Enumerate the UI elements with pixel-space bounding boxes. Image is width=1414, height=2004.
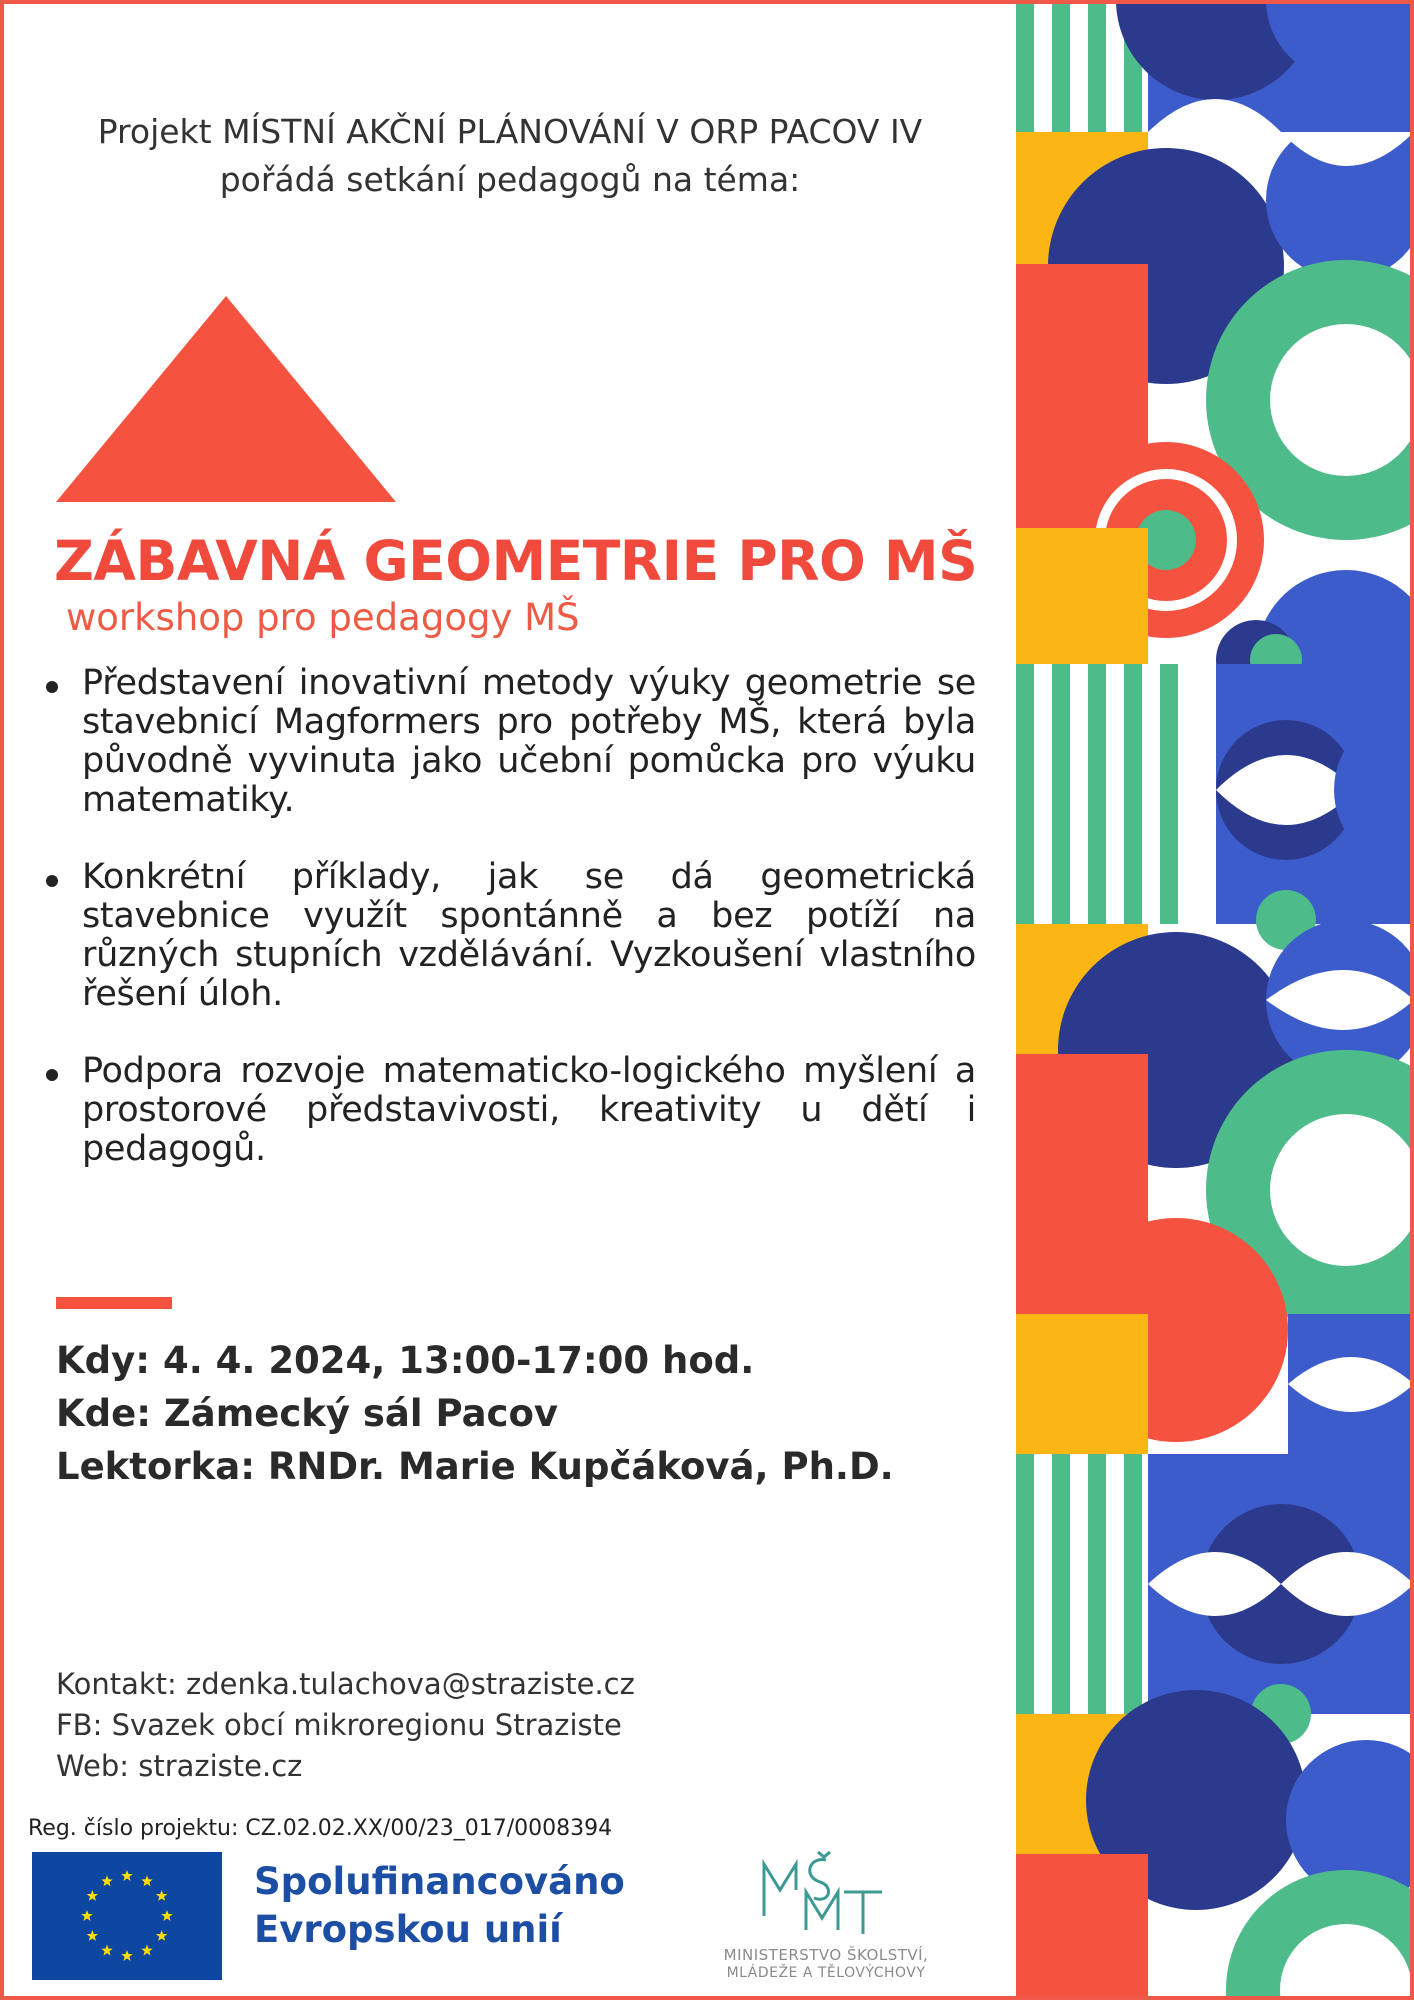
msmt-line-1: MINISTERSTVO ŠKOLSTVÍ, <box>723 1946 929 1964</box>
eu-star-icon <box>101 1875 112 1886</box>
eu-star-icon <box>87 1930 98 1941</box>
contact-block <box>56 1664 635 1787</box>
list-item: Podpora rozvoje matematicko-logického myšlení a prostorové představivosti, kreativity u dětí i pedagogů. <box>36 1052 976 1169</box>
list-item: Konkrétní příklady, jak se dá geometrická stavebnice využít spontánně a bez potíží na různých stupních vzdělávání. Vyzkoušení vlastního řešení úloh. <box>36 858 976 1014</box>
msmt-logo <box>676 1846 976 1986</box>
msmt-caption <box>676 1946 976 1982</box>
msmt-logo-icon <box>676 1846 976 1946</box>
eu-star-icon <box>156 1890 167 1901</box>
decorative-geometric-pattern <box>1016 0 1414 2000</box>
accent-divider <box>56 1297 172 1309</box>
eu-star-icon <box>81 1910 92 1921</box>
triangle-shape <box>56 296 396 502</box>
eu-star-icon <box>101 1945 112 1956</box>
project-registration-number: Reg. číslo projektu: CZ.02.02.XX/00/23_017/0008394 <box>28 1816 613 1841</box>
event-where: Kde: Zámecký sál Pacov <box>56 1392 559 1435</box>
contact-email: Kontakt: zdenka.tulachova@straziste.cz <box>56 1667 635 1701</box>
eu-star-icon <box>121 1950 132 1961</box>
event-details <box>56 1334 894 1493</box>
eu-line-2: Evropskou unií <box>254 1908 562 1951</box>
msmt-line-2: MLÁDEŽE A TĚLOVÝCHOVY <box>726 1965 926 1981</box>
contact-web: Web: straziste.cz <box>56 1749 303 1783</box>
event-lecturer: Lektorka: RNDr. Marie Kupčáková, Ph.D. <box>56 1445 894 1488</box>
eu-flag-icon <box>32 1852 222 1980</box>
event-title: ZÁBAVNÁ GEOMETRIE PRO MŠ <box>54 529 978 593</box>
eu-star-icon <box>121 1870 132 1881</box>
intro-text <box>40 108 980 204</box>
eu-star-icon <box>87 1890 98 1901</box>
eu-star-icon <box>141 1875 152 1886</box>
event-when: Kdy: 4. 4. 2024, 13:00-17:00 hod. <box>56 1339 755 1382</box>
eu-cofinanced-text <box>254 1858 625 1954</box>
eu-star-icon <box>141 1945 152 1956</box>
event-subtitle: workshop pro pedagogy MŠ <box>66 596 580 639</box>
intro-line-2: pořádá setkání pedagogů na téma: <box>219 160 801 199</box>
topic-list <box>36 664 976 1207</box>
intro-line-1: Projekt MÍSTNÍ AKČNÍ PLÁNOVÁNÍ V ORP PACOV IV <box>97 112 923 151</box>
list-item: Představení inovativní metody výuky geometrie se stavebnicí Magformers pro potřeby MŠ, která byla původně vyvinuta jako učební pomůcka pro výuku matematiky. <box>36 664 976 820</box>
contact-facebook: FB: Svazek obcí mikroregionu Straziste <box>56 1708 622 1742</box>
eu-star-icon <box>156 1930 167 1941</box>
eu-line-1: Spolufinancováno <box>254 1860 625 1903</box>
eu-star-icon <box>161 1910 172 1921</box>
